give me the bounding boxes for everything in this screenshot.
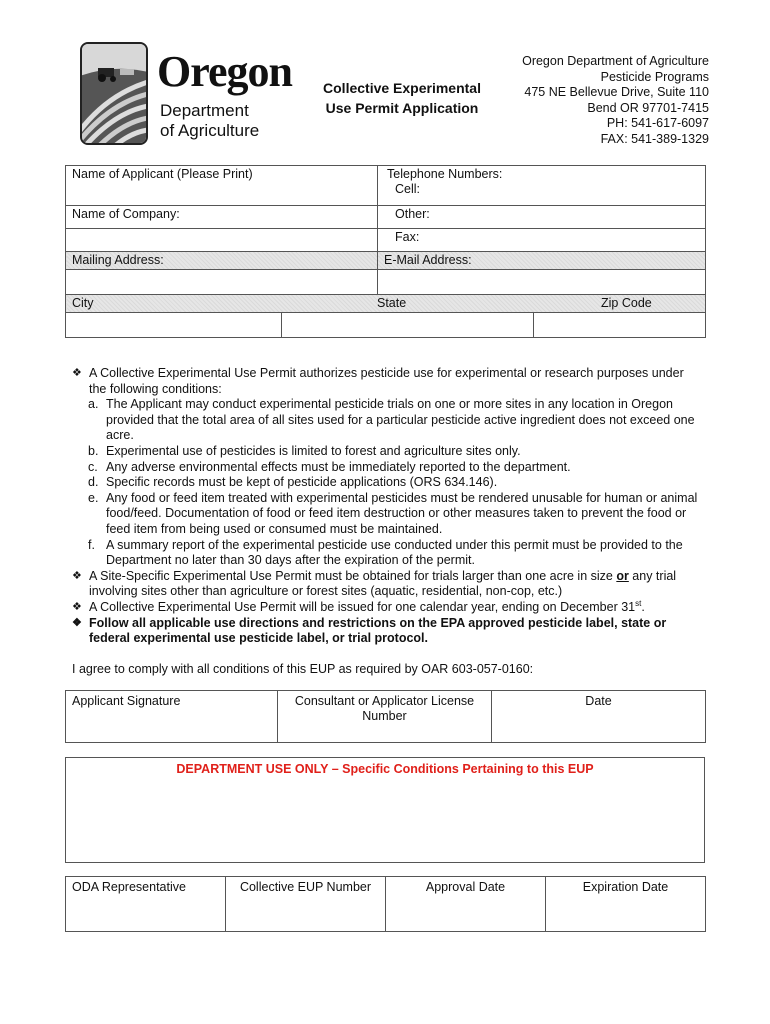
department-info-table [65,876,706,932]
condition-letter: f. [88,537,95,552]
site-specific-text-end: any trial involving sites other than agriculture or forest sites (aquatic, residential, non-cop, etc.) [89,568,677,599]
calendar-text [89,600,645,616]
department-use-heading: DEPARTMENT USE ONLY – Specific Conditions Pertaining to this EUP [176,762,594,776]
logo-subtitle-line1: Department [160,101,249,120]
company-name-field-line2[interactable] [66,229,378,252]
fax-label: Fax: [395,230,420,244]
telephone-other-field[interactable] [378,206,706,229]
condition-item [88,460,702,476]
agreement-statement: I agree to comply with all conditions of this EUP as required by OAR 603-057-0160: [72,662,534,676]
oda-representative-label: ODA Representative [72,880,186,894]
email-label: E-Mail Address: [384,253,472,267]
expiration-date-field[interactable] [546,877,706,932]
diamond-bullet-icon: ❖ [72,600,82,613]
email-field[interactable] [378,270,706,295]
logo-wordmark: Oregon [157,47,292,96]
other-label: Other: [395,207,430,221]
calendar-text-start: A Collective Experimental Use Permit will be issued for one calendar year, ending on December 31 [89,599,636,614]
condition-item [88,444,702,460]
license-number-label: Consultant or Applicator License Number [294,694,475,723]
oda-representative-field[interactable] [66,877,226,932]
agency-address [469,54,709,147]
mailing-address-label-cell [66,252,378,270]
site-specific-text [89,569,702,600]
follow-directions-text: Follow all applicable use directions and restrictions on the EPA approved pesticide label, state or federal experimental use pesticide label, or trial protocol. [89,615,667,646]
signature-date-field[interactable] [492,691,706,743]
address-line: Pesticide Programs [600,69,709,84]
condition-letter: e. [88,490,99,505]
telephone-label: Telephone Numbers: [387,167,503,181]
site-specific-or: or [616,568,629,583]
applicant-info-table [65,165,706,338]
state-label: State [377,296,407,310]
condition-item [88,397,702,444]
applicant-name-label: Name of Applicant (Please Print) [72,167,253,181]
title-line1: Collective Experimental [323,80,481,96]
condition-text: Specific records must be kept of pesticide applications (ORS 634.146). [106,475,498,490]
condition-letter: d. [88,475,99,490]
condition-text: The Applicant may conduct experimental pesticide trials on one or more sites in any location in Oregon provided that the total area of all sites used for a particular pesticide active ingredient does not exceed one acre. [106,397,695,443]
address-line: PH: 541-617-6097 [606,116,709,130]
conditions-section [72,366,702,647]
site-specific-bullet [72,569,702,600]
diamond-bullet-icon: ❖ [72,367,82,379]
address-line: Bend OR 97701-7415 [587,100,709,115]
condition-text: A summary report of the experimental pesticide use conducted under this permit must be provided to the Department no later than 30 days after the expiration of the permit. [106,537,683,568]
eup-number-label: Collective EUP Number [239,880,372,894]
site-specific-text-start: A Site-Specific Experimental Use Permit must be obtained for trials larger than one acre in size [89,568,617,583]
telephone-cell-field[interactable] [378,166,706,206]
city-state-zip-header [66,295,706,313]
zip-field[interactable] [534,313,706,338]
condition-letter: a. [88,397,99,412]
calendar-text-end: . [641,599,645,614]
city-label: City [72,296,94,310]
approval-date-field[interactable] [386,877,546,932]
address-line: 475 NE Bellevue Drive, Suite 110 [524,85,709,99]
zip-label: Zip Code [601,296,652,310]
condition-intro-bullet [72,366,702,397]
follow-directions-bullet [72,616,702,647]
address-line: FAX: 541-389-1329 [600,131,709,146]
condition-item [88,491,702,538]
license-number-field[interactable] [278,691,492,743]
mailing-address-field[interactable] [66,270,378,295]
condition-letter: c. [88,459,98,474]
email-label-cell [378,252,706,270]
diamond-bullet-icon: ❖ [72,616,82,629]
diamond-bullet-icon: ❖ [72,569,82,582]
condition-text: Any adverse environmental effects must be immediately reported to the department. [106,459,571,474]
expiration-date-label: Expiration Date [582,880,669,894]
condition-text: Any food or feed item treated with experimental pesticides must be rendered unusable for human or animal food/feed. Documentation of food or feed item destruction or other measures taken to prevent the food or feed item from being used or consumed must be maintained. [106,490,698,536]
condition-letter: b. [88,443,99,458]
department-use-box [65,757,705,863]
applicant-signature-field[interactable] [66,691,278,743]
condition-text: Experimental use of pesticides is limited to forest and agriculture sites only. [106,443,521,458]
city-field[interactable] [66,313,282,338]
applicant-signature-label: Applicant Signature [72,694,181,708]
logo-subtitle-line2: of Agriculture [160,121,260,140]
condition-intro-text: A Collective Experimental Use Permit authorizes pesticide use for experimental or research purposes under the following conditions: [89,366,684,396]
logo-subtitle [160,101,259,141]
applicant-name-field[interactable] [66,166,378,206]
title-line2: Use Permit Application [325,100,479,116]
signature-table [65,690,706,743]
address-line: Oregon Department of Agriculture [522,54,709,68]
condition-item [88,475,702,491]
fax-field[interactable] [378,229,706,252]
mailing-address-label: Mailing Address: [72,253,164,267]
signature-date-label: Date [585,694,612,708]
calendar-superscript: st [635,598,642,608]
oda-logo-icon [80,42,148,145]
condition-item [88,538,702,569]
eup-number-field[interactable] [226,877,386,932]
approval-date-label: Approval Date [425,880,506,894]
company-label: Name of Company: [72,207,180,221]
cell-label: Cell: [395,182,421,196]
company-name-field[interactable] [66,206,378,229]
calendar-bullet [72,600,702,616]
state-field[interactable] [282,313,534,338]
